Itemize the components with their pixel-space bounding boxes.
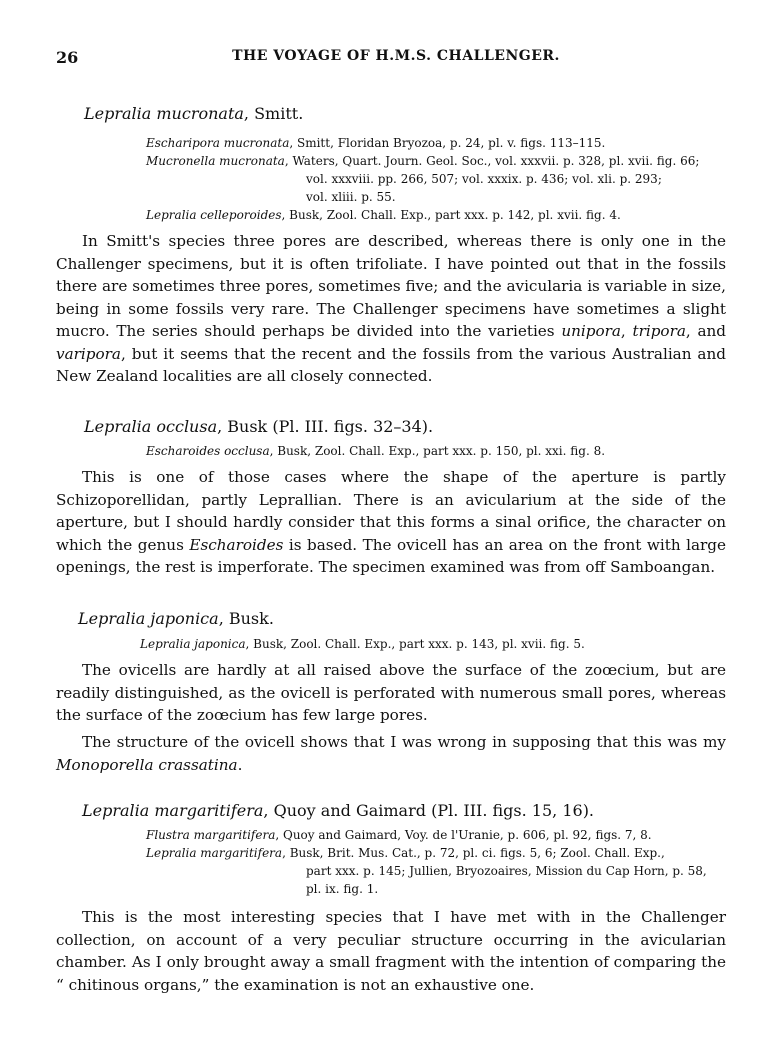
synonym-reference: Lepralia margaritifera, Busk, Brit. Mus. Cat., p. 72, pl. ci. figs. 5, 6; Zool. Chall. Exp., bbox=[146, 846, 665, 860]
synonym-reference-continued: pl. ix. fig. 1. bbox=[306, 882, 379, 896]
body-paragraph: This is one of those cases where the shape of the aperture is partly Schizoporellidan, partly Leprallian. There is an avicularium at the side of the aperture, but I should hardly consider that this forms a sinal orifice, the character on which the genus Escharoides is based. The ovicell has an area on the front with large openings, the rest is imperforate. The specimen examined was from off Samboangan. bbox=[56, 468, 726, 576]
page-number: 26 bbox=[56, 48, 79, 67]
body-paragraph: In Smitt's species three pores are described, whereas there is only one in the Challenger specimens, but it is often trifoliate. I have pointed out that in the fossils there are sometimes three pores, sometimes five; and the avicularia is variable in size, being in some fossils very rare. The Challenger specimens have sometimes a slight mucro. The series should perhaps be divided into the varieties unipora, tripora, and varipora, but it seems that the recent and the fossils from the various Australian and New Zealand localities are all closely connected. bbox=[56, 232, 727, 385]
page-header bbox=[56, 48, 736, 70]
synonym-reference-continued: vol. xliii. p. 55. bbox=[306, 190, 396, 204]
body-paragraph: The structure of the ovicell shows that I was wrong in supposing that this was my Monoporella crassatina. bbox=[56, 733, 726, 774]
synonym-reference: Escharipora mucronata, Smitt, Floridan Bryozoa, p. 24, pl. v. figs. 113–115. bbox=[146, 136, 606, 150]
synonym-reference-continued: part xxx. p. 145; Jullien, Bryozoaires, Mission du Cap Horn, p. 58, bbox=[306, 864, 707, 878]
synonym-reference: Escharoides occlusa, Busk, Zool. Chall. Exp., part xxx. p. 150, pl. xxi. fig. 8. bbox=[146, 444, 606, 458]
synonym-reference: Lepralia celleporoides, Busk, Zool. Chall. Exp., part xxx. p. 142, pl. xvii. fig. 4. bbox=[146, 208, 621, 222]
body-paragraph: This is the most interesting species that I have met with in the Challenger collection, on account of a very peculiar structure occurring in the avicularian chamber. As I only brought away a small fragment with the intention of comparing the “ chitinous organs,” the examination is not an exhaustive one. bbox=[56, 908, 726, 994]
running-title: THE VOYAGE OF H.M.S. CHALLENGER. bbox=[232, 48, 560, 64]
species-heading: Lepralia occlusa, Busk (Pl. III. figs. 32–34). bbox=[84, 417, 434, 436]
species-heading: Lepralia japonica, Busk. bbox=[78, 609, 274, 628]
body-paragraph: The ovicells are hardly at all raised above the surface of the zoœcium, but are readily distinguished, as the ovicell is perforated with numerous small pores, whereas the surface of the zoœcium has few large pores. bbox=[56, 661, 726, 724]
species-heading: Lepralia margaritifera, Quoy and Gaimard (Pl. III. figs. 15, 16). bbox=[82, 801, 595, 820]
synonym-reference: Lepralia japonica, Busk, Zool. Chall. Exp., part xxx. p. 143, pl. xvii. fig. 5. bbox=[140, 637, 585, 651]
synonym-reference: Mucronella mucronata, Waters, Quart. Journ. Geol. Soc., vol. xxxvii. p. 328, pl. xvii. fig. 66; bbox=[146, 154, 700, 168]
synonym-reference-continued: vol. xxxviii. pp. 266, 507; vol. xxxix. p. 436; vol. xli. p. 293; bbox=[306, 172, 662, 186]
synonym-reference: Flustra margaritifera, Quoy and Gaimard, Voy. de l'Uranie, p. 606, pl. 92, figs. 7, 8. bbox=[146, 828, 652, 842]
species-heading: Lepralia mucronata, Smitt. bbox=[84, 104, 304, 123]
